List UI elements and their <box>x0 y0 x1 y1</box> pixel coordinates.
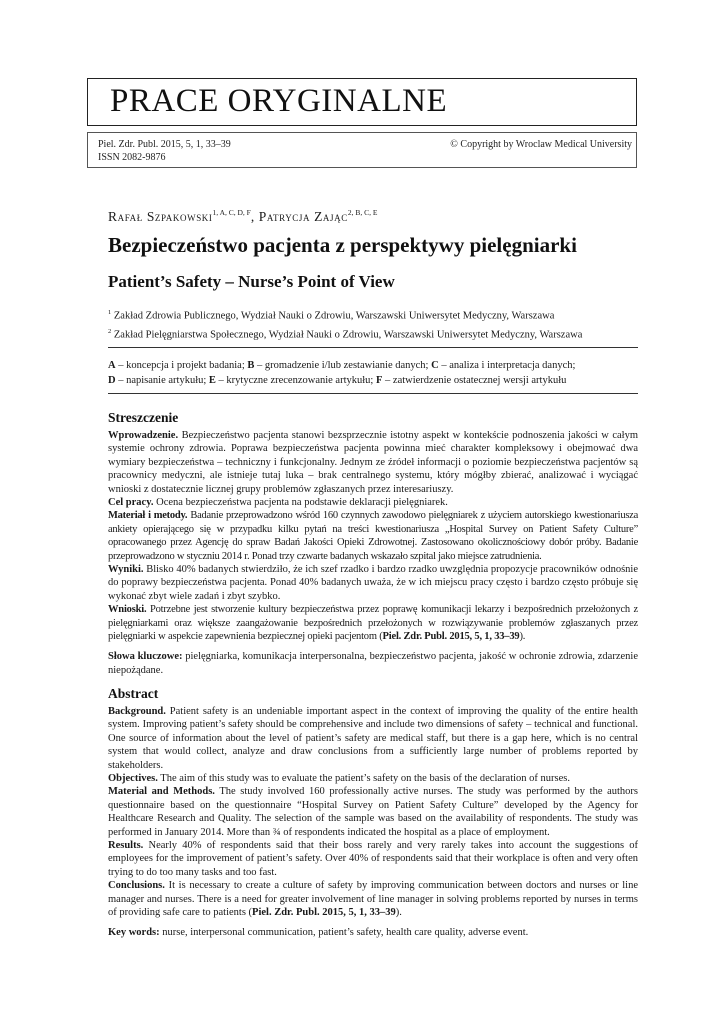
contribution-key: B <box>247 360 255 371</box>
paragraph-text: Patient safety is an undeniable important aspect in the context of improving the quality of the entire health system. Improving patient’s safety should be comprehensive and include two dimensions of safety – technical and functional. One source of information about the level of patient’s safety are medical staff, but there is a gap here, which is no central system that would collect, analyze and draw conclusions from a sufficiently large number of problems reported by stakeholders. <box>108 706 638 771</box>
abstract-heading: Abstract <box>108 686 159 701</box>
divider-top <box>108 347 638 348</box>
copyright-notice: © Copyright by Wroclaw Medical University <box>450 139 632 150</box>
contribution-text: – napisanie artykułu; <box>115 375 209 386</box>
affiliation-number: 1 <box>108 309 112 316</box>
paragraph-text: ). <box>395 907 402 919</box>
abstract-conclusions <box>108 879 638 919</box>
abstract-section <box>108 686 638 940</box>
section-title: PRACE ORYGINALNE <box>110 83 448 119</box>
streszczenie-wyniki <box>108 563 638 603</box>
abstract-results <box>108 839 638 879</box>
contribution-text: – krytyczne zrecenzowanie artykułu; <box>215 375 376 386</box>
contribution-key: E <box>208 375 216 386</box>
streszczenie-wnioski <box>108 603 638 643</box>
paragraph-text: ). <box>519 631 526 643</box>
issn: ISSN 2082-9876 <box>98 152 166 163</box>
paragraph-label: Wyniki. <box>108 564 144 576</box>
article-title-polish: Bezpieczeństwo pacjenta z perspektywy pielęgniarki <box>108 233 577 257</box>
paragraph-label: Wnioski. <box>108 604 147 616</box>
citation: Piel. Zdr. Publ. 2015, 5, 1, 33–39 <box>382 631 520 643</box>
paragraph-text: The aim of this study was to evaluate the patient’s safety on the basis of the declaration of nurses. <box>157 773 570 785</box>
keywords-text: pielęgniarka, komunikacja interpersonalna, bezpieczeństwo pacjenta, jakość w ochronie zdrowia, zdarzenie niepożądane. <box>108 650 638 676</box>
paragraph-text: Badanie przeprowadzono wśród 160 czynnych zawodowo pielęgniarek z użyciem autorskiego kwestionariusza ankiety opierającego się w przypadku kilku pytań na treści kwestionariusza „Hospital Survey on Patient Safety Culture” opracowanego przez Agencję do spraw Badań Jakości Opieki Zdrowotnej. Zastosowano okolicznościowy dobór próby. Badanie przeprowadzono w styczniu 2014 r. Ponad trzy czwarte badanych wskazało szpital jako miejsce zatrudnienia. <box>108 510 638 562</box>
abstract-keywords <box>108 926 638 940</box>
author-affiliation-marks: 2, B, C, E <box>347 208 378 217</box>
affiliations <box>108 305 638 342</box>
journal-line: Piel. Zdr. Publ. 2015, 5, 1, 33–39 <box>98 139 231 150</box>
article-title-english: Patient’s Safety – Nurse’s Point of View <box>108 272 395 291</box>
paragraph-label: Cel pracy. <box>108 497 154 509</box>
contribution-key: C <box>431 360 439 371</box>
keywords-label: Key words: <box>108 926 160 938</box>
abstract-methods <box>108 785 638 839</box>
streszczenie-wprowadzenie <box>108 429 638 496</box>
streszczenie-metody <box>108 509 638 563</box>
keywords-label: Słowa kluczowe: <box>108 650 183 662</box>
paragraph-label: Materiał i metody. <box>108 510 188 522</box>
paragraph-text: The study involved 160 professionally active nurses. The study was performed by the authors questionnaire based on the questionnaire “Hospital Survey on Patient Safety Culture” developed by the Agency for Healthcare Research and Quality. The selection of the sample was based on the availability of respondents. The study was performed in January 2014. More than ¾ of respondents indicated the hospital as a place of employment. <box>108 786 638 838</box>
contribution-key: D <box>108 375 116 386</box>
abstract-background <box>108 705 638 772</box>
contribution-legend <box>108 358 638 388</box>
divider-bottom <box>108 393 638 394</box>
abstract-objectives <box>108 772 638 785</box>
author-name: Rafał Szpakowski <box>108 209 213 224</box>
author-name: Patrycja Zając <box>258 209 348 224</box>
affiliation-item <box>108 324 638 343</box>
author-separator: , <box>250 209 259 224</box>
paragraph-text: It is necessary to create a culture of safety by improving communication between doctors and nurses or line manager and nurses. There is a need for greater involvement of line manager in solving problems reported by nurses in terms of providing safe care to patients ( <box>108 880 638 919</box>
contribution-key: F <box>375 375 383 386</box>
journal-meta-box <box>87 132 637 168</box>
paragraph-text: Blisko 40% badanych stwierdziło, że ich szef rzadko i bardzo rzadko uwzględnia propozycje pracowników odnośnie do poprawy bezpieczeństwa pacjenta. Ponad 40% badanych uważa, że w ich miejscu pracy często i bardzo często próbuje się wykonać zbyt wiele zadań i zbyt szybko. <box>108 564 638 602</box>
streszczenie-cel <box>108 496 638 509</box>
paragraph-label: Material and Methods. <box>108 786 215 798</box>
citation: Piel. Zdr. Publ. 2015, 5, 1, 33–39 <box>252 907 396 919</box>
author-list <box>108 208 377 225</box>
section-header-box <box>87 78 637 126</box>
contribution-key: A <box>108 360 116 371</box>
streszczenie-keywords <box>108 650 638 678</box>
paragraph-text: Ocena bezpieczeństwa pacjenta na podstawie deklaracji pielęgniarek. <box>153 497 448 509</box>
affiliation-item <box>108 305 638 324</box>
paragraph-label: Objectives. <box>108 773 158 785</box>
contribution-text: – zatwierdzenie ostatecznej wersji artykułu <box>382 375 567 386</box>
paragraph-label: Background. <box>108 706 166 717</box>
contribution-text: – analiza i interpretacja danych; <box>438 360 576 371</box>
paragraph-text: Bezpieczeństwo pacjenta stanowi bezsprzecznie istotny aspekt w kontekście podnoszenia jakości w całym systemie ochrony zdrowia. Poprawa bezpieczeństwa pacjenta powinna mieć charakter kompleksowy i obejmować dwa wymiary bezpieczeństwa – techniczny i funkcjonalny. Jednym ze źródeł informacji o poziomie bezpieczeństwa pacjentów są pracownicy medyczni, ale istnieje tutaj luka – brak centralnego systemu, który mógłby zbierać, analizować i wyciągać wnioski z dostatecznie licznej grupy problemów zgłaszanych przez interesariuszy. <box>108 430 638 495</box>
paragraph-label: Wprowadzenie. <box>108 430 179 441</box>
paragraph-text: Potrzebne jest stworzenie kultury bezpieczeństwa przez poprawę komunikacji lekarzy i bezpośrednich przełożonych z pielęgniarkami oraz większe zaangażowanie bezpośrednich przełożonych w rozwiązywanie problemów zgłaszanych przez pielęgniarki w aspekcie zapewnienia bezpiecznej opieki pacjentom ( <box>108 604 638 643</box>
journal-citation-block <box>98 138 231 164</box>
affiliation-text: Zakład Pielęgniarstwa Społecznego, Wydział Nauki o Zdrowiu, Warszawski Uniwersytet Medyczny, Warszawa <box>113 329 583 340</box>
contribution-line <box>108 358 638 373</box>
contribution-text: – koncepcja i projekt badania; <box>115 360 248 371</box>
affiliation-number: 2 <box>108 327 112 335</box>
contribution-text: – gromadzenie i/lub zestawianie danych; <box>254 360 432 371</box>
paragraph-label: Results. <box>108 840 144 852</box>
paragraph-text: Nearly 40% of respondents said that their boss rarely and very rarely takes into account the suggestions of employees for the improvement of patient’s safety. Over 40% of respondents said that their workplace is often and very often trying to do too many tasks and too fast. <box>108 840 638 878</box>
streszczenie-section <box>108 410 638 678</box>
streszczenie-heading: Streszczenie <box>108 410 179 425</box>
paragraph-label: Conclusions. <box>108 880 165 892</box>
keywords-text: nurse, interpersonal communication, patient’s safety, health care quality, adverse event. <box>159 926 529 938</box>
contribution-line <box>108 373 638 388</box>
affiliation-text: Zakład Zdrowia Publicznego, Wydział Nauki o Zdrowiu, Warszawski Uniwersytet Medyczny, Warszawa <box>113 310 555 322</box>
author-affiliation-marks: 1, A, C, D, F <box>212 208 251 217</box>
